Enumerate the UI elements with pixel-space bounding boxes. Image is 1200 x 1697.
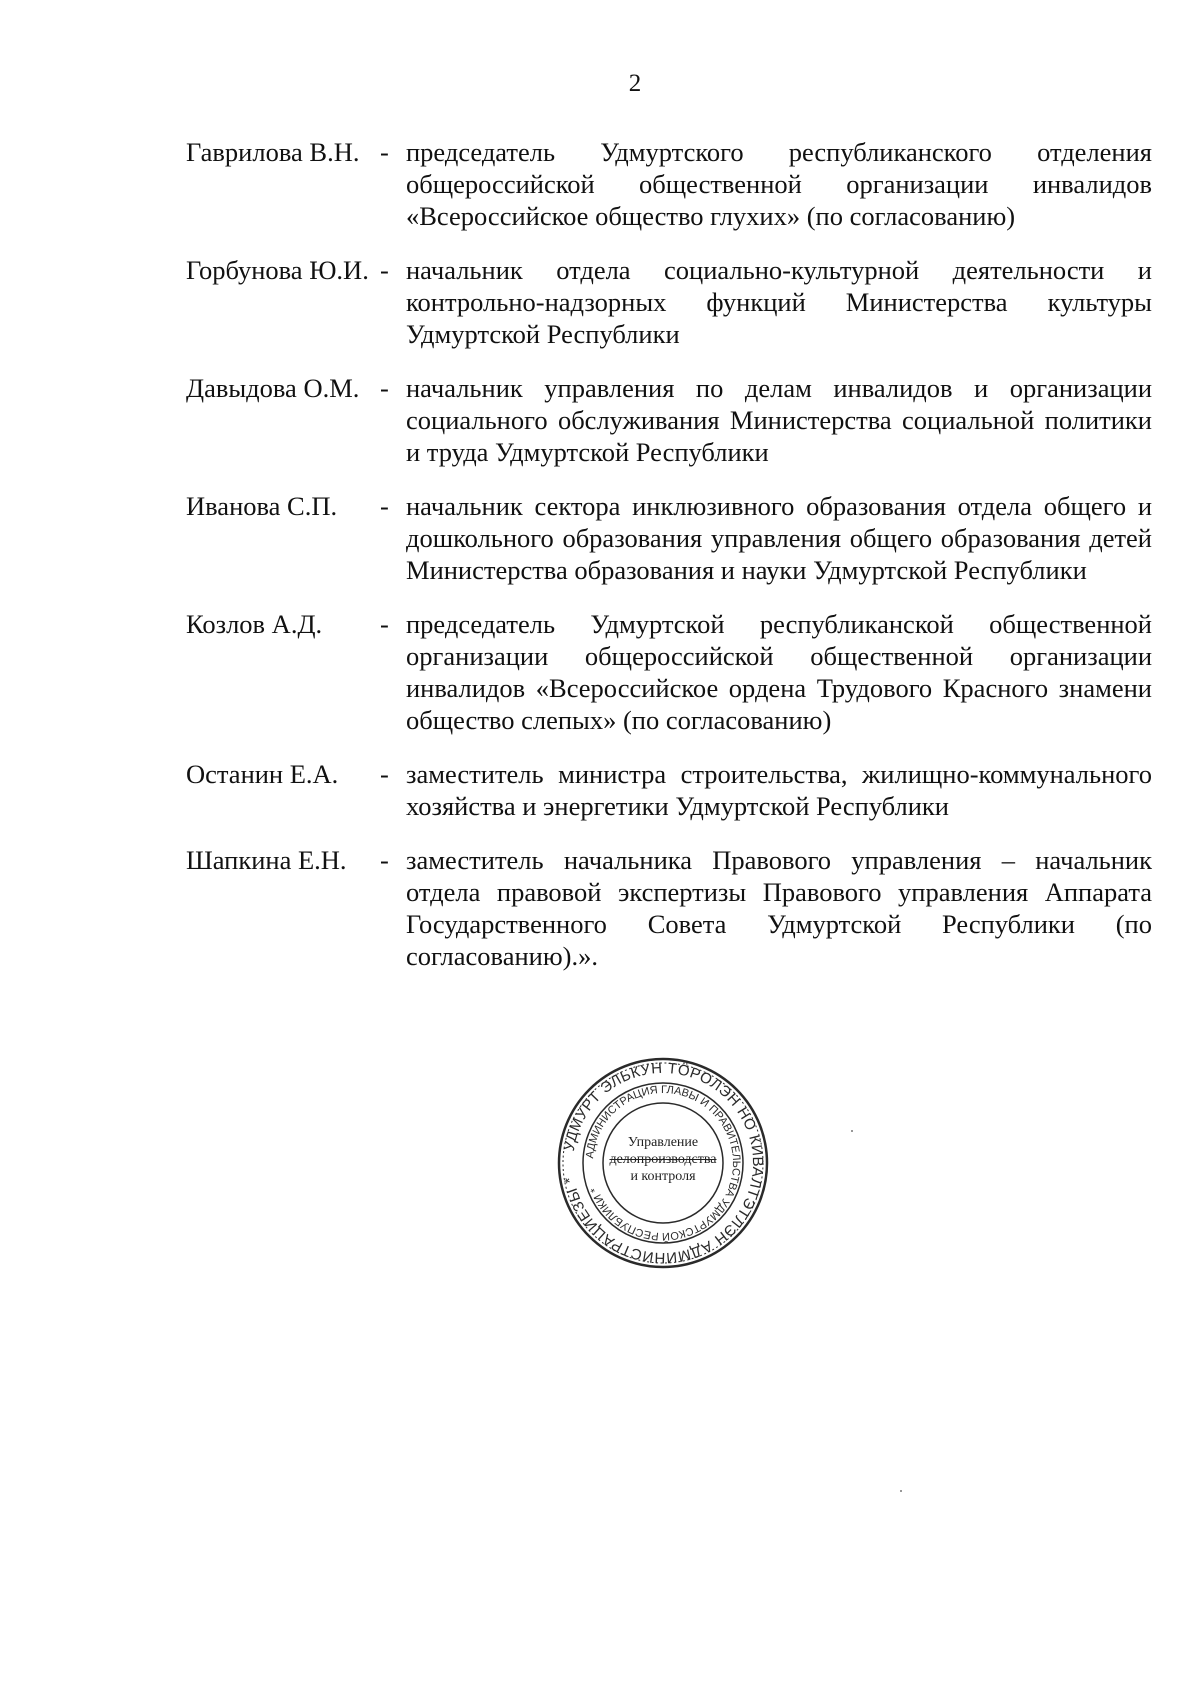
member-description: начальник управления по делам инвалидов и организации социального обслуживания Министерства социальной политики и труда Удмуртской Республики	[406, 373, 1152, 467]
member-description: председатель Удмуртской республиканской общественной организации общероссийской общественной организации инвалидов «Всероссийское ордена Трудового Красного знамени общество слепых» (по согласованию)	[406, 609, 1152, 735]
seal-inner-text: АДМИНИСТРАЦИЯ ГЛАВЫ И ПРАВИТЕЛЬСТВА УДМУРТСКОЙ РЕСПУБЛИКИ *	[584, 1083, 743, 1243]
member-description: начальник отдела социально-культурной деятельности и контрольно-надзорных функций Министерства культуры Удмуртской Республики	[406, 255, 1152, 349]
list-item	[186, 758, 1152, 822]
member-dash: -	[380, 845, 389, 875]
member-name: Козлов А.Д.	[186, 609, 323, 639]
member-name: Давыдова О.М.	[186, 373, 360, 403]
member-dash: -	[380, 137, 389, 167]
member-dash: -	[380, 759, 389, 789]
list-item	[186, 372, 1152, 468]
member-description: заместитель министра строительства, жилищно-коммунального хозяйства и энергетики Удмуртской Республики	[406, 759, 1152, 821]
member-dash: -	[380, 491, 389, 521]
seal-outer-text: УДМУРТ ЭЛЬКУН ТӦРОЛЭН НО КИВАЛТЭТЛЭН АДМИНИСТРАЦИЕЗЫ *	[560, 1059, 767, 1267]
seal-center-text	[608, 1134, 718, 1185]
list-item	[186, 136, 1152, 232]
member-name: Горбунова Ю.И.	[186, 255, 369, 285]
member-dash: -	[380, 373, 389, 403]
member-name: Останин Е.А.	[186, 759, 339, 789]
member-name: Шапкина Е.Н.	[186, 845, 347, 875]
list-item	[186, 254, 1152, 350]
list-item	[186, 490, 1152, 586]
member-description: заместитель начальника Правового управления – начальник отдела правовой экспертизы Правового управления Аппарата Государственного Совета Удмуртской Республики (по согласованию).».	[406, 845, 1152, 971]
seal-center-line-2: делопроизводства	[609, 1152, 717, 1167]
scan-speck	[851, 1130, 853, 1132]
scan-speck	[900, 1490, 902, 1492]
official-seal	[556, 1056, 770, 1270]
member-name: Гаврилова В.Н.	[186, 137, 360, 167]
list-item	[186, 608, 1152, 736]
list-item	[186, 844, 1152, 972]
member-description: начальник сектора инклюзивного образования отдела общего и дошкольного образования управления общего образования детей Министерства образования и науки Удмуртской Республики	[406, 491, 1152, 585]
member-dash: -	[380, 609, 389, 639]
seal-center-line-1: Управление	[627, 1135, 699, 1150]
page-number: 2	[628, 70, 642, 97]
member-name: Иванова С.П.	[186, 491, 338, 521]
member-description: председатель Удмуртского республиканского отделения общероссийской общественной организации инвалидов «Всероссийское общество глухих» (по согласованию)	[406, 137, 1152, 231]
member-dash: -	[380, 255, 389, 285]
members-list	[186, 136, 1152, 994]
seal-center-line-3: и контроля	[630, 1169, 696, 1184]
